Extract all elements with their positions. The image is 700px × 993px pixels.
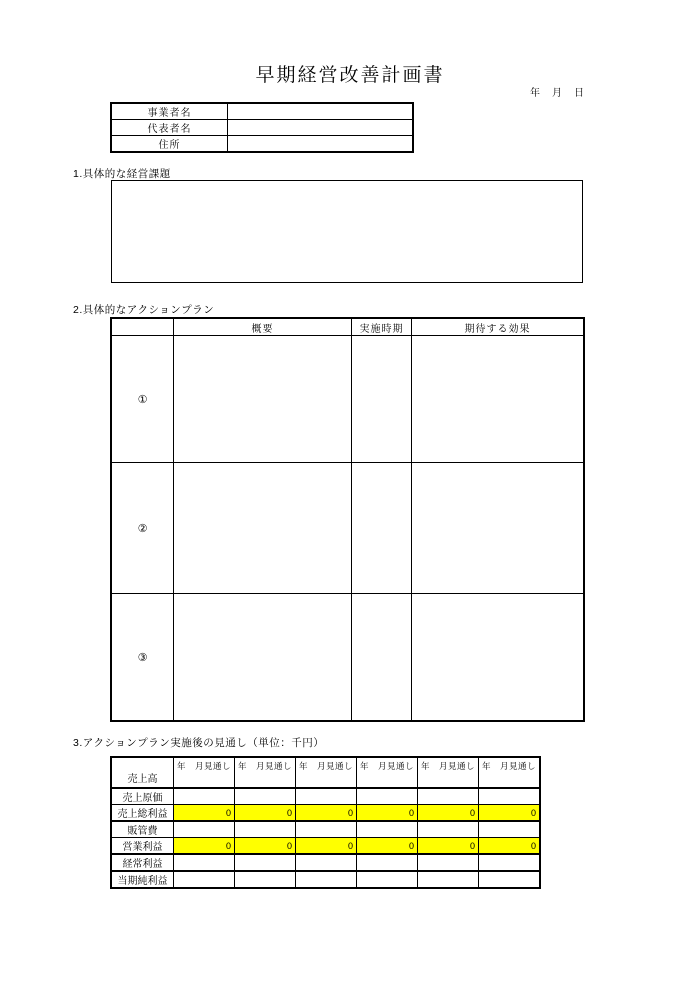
outlook-cell[interactable] [357, 871, 418, 888]
info-label-representative-name: 代表者名 [111, 120, 228, 136]
period-header-5: 年 月見通し [418, 757, 479, 788]
date-line: 年 月 日 [530, 88, 585, 99]
outlook-cell[interactable] [479, 788, 541, 805]
outlook-cell-computed[interactable]: 0 [235, 805, 296, 822]
action-row-1-overview-cell[interactable] [174, 336, 352, 463]
outlook-cell[interactable] [357, 854, 418, 871]
period-header-2: 年 月見通し [235, 757, 296, 788]
outlook-cell[interactable] [357, 821, 418, 838]
business-info-table [110, 102, 414, 153]
section2-heading: 2.具体的なアクションプラン [73, 304, 215, 316]
outlook-row-sga-expenses [111, 821, 540, 838]
outlook-cell[interactable] [296, 821, 357, 838]
outlook-label-ordinary-profit: 経常利益 [111, 854, 174, 871]
info-label-address: 住所 [111, 136, 228, 153]
action-row-1-timing-cell[interactable] [352, 336, 412, 463]
outlook-cell-computed[interactable]: 0 [174, 805, 235, 822]
outlook-row-cost-of-sales [111, 788, 540, 805]
action-header-effect: 期待する効果 [412, 318, 585, 336]
outlook-cell-computed[interactable]: 0 [418, 838, 479, 855]
period-header-6: 年 月見通し [479, 757, 541, 788]
outlook-cell[interactable] [418, 821, 479, 838]
action-row-1 [111, 336, 584, 463]
outlook-cell-computed[interactable]: 0 [357, 805, 418, 822]
action-row-3 [111, 594, 584, 722]
outlook-label-net-income: 当期純利益 [111, 871, 174, 888]
outlook-cell-computed[interactable]: 0 [357, 838, 418, 855]
action-header-overview: 概要 [174, 318, 352, 336]
info-value-representative-name[interactable] [228, 120, 414, 136]
outlook-row-operating-profit [111, 838, 540, 855]
outlook-row-net-income [111, 871, 540, 888]
period-header-1: 年 月見通し [174, 757, 235, 788]
outlook-row-sales [111, 757, 540, 788]
action-row-2-effect-cell[interactable] [412, 463, 585, 594]
outlook-cell-computed[interactable]: 0 [296, 805, 357, 822]
outlook-cell[interactable] [479, 871, 541, 888]
outlook-label-operating-profit: 営業利益 [111, 838, 174, 855]
outlook-label-sales: 売上高 [111, 757, 174, 788]
outlook-table [110, 756, 541, 889]
outlook-row-gross-profit [111, 805, 540, 822]
section3-heading: 3.アクションプラン実施後の見通し（単位：千円） [73, 737, 325, 749]
info-row-address [111, 136, 413, 153]
outlook-cell-computed[interactable]: 0 [235, 838, 296, 855]
outlook-cell[interactable] [418, 788, 479, 805]
outlook-cell[interactable] [479, 821, 541, 838]
info-value-business-name[interactable] [228, 103, 414, 120]
outlook-cell-computed[interactable]: 0 [418, 805, 479, 822]
action-row-3-overview-cell[interactable] [174, 594, 352, 722]
period-header-4: 年 月見通し [357, 757, 418, 788]
outlook-label-gross-profit: 売上総利益 [111, 805, 174, 822]
outlook-cell[interactable] [174, 788, 235, 805]
action-row-2-overview-cell[interactable] [174, 463, 352, 594]
outlook-cell[interactable] [235, 821, 296, 838]
action-row-1-effect-cell[interactable] [412, 336, 585, 463]
outlook-cell[interactable] [296, 854, 357, 871]
outlook-cell-computed[interactable]: 0 [479, 838, 541, 855]
outlook-cell[interactable] [296, 788, 357, 805]
info-row-business-name [111, 103, 413, 120]
outlook-cell[interactable] [418, 854, 479, 871]
outlook-cell[interactable] [357, 788, 418, 805]
action-row-3-effect-cell[interactable] [412, 594, 585, 722]
section1-heading: 1.具体的な経営課題 [73, 168, 171, 180]
outlook-cell[interactable] [174, 871, 235, 888]
outlook-cell[interactable] [418, 871, 479, 888]
info-label-business-name: 事業者名 [111, 103, 228, 120]
action-plan-table [110, 317, 585, 722]
outlook-label-cost-of-sales: 売上原価 [111, 788, 174, 805]
outlook-cell[interactable] [174, 854, 235, 871]
action-row-3-number: ③ [111, 594, 174, 722]
action-row-2-timing-cell[interactable] [352, 463, 412, 594]
action-row-1-number: ① [111, 336, 174, 463]
action-header-row [111, 318, 584, 336]
outlook-cell-computed[interactable]: 0 [296, 838, 357, 855]
info-row-representative-name [111, 120, 413, 136]
section1-content-box[interactable] [111, 180, 583, 283]
outlook-cell[interactable] [235, 788, 296, 805]
action-row-3-timing-cell[interactable] [352, 594, 412, 722]
action-row-2 [111, 463, 584, 594]
outlook-cell[interactable] [235, 854, 296, 871]
outlook-row-ordinary-profit [111, 854, 540, 871]
outlook-cell-computed[interactable]: 0 [174, 838, 235, 855]
info-value-address[interactable] [228, 136, 414, 153]
document-title: 早期経営改善計画書 [255, 65, 445, 86]
outlook-label-sga-expenses: 販管費 [111, 821, 174, 838]
period-header-3: 年 月見通し [296, 757, 357, 788]
action-header-number [111, 318, 174, 336]
action-row-2-number: ② [111, 463, 174, 594]
outlook-cell[interactable] [235, 871, 296, 888]
action-header-timing: 実施時期 [352, 318, 412, 336]
outlook-cell-computed[interactable]: 0 [479, 805, 541, 822]
outlook-cell[interactable] [174, 821, 235, 838]
outlook-cell[interactable] [296, 871, 357, 888]
outlook-cell[interactable] [479, 854, 541, 871]
